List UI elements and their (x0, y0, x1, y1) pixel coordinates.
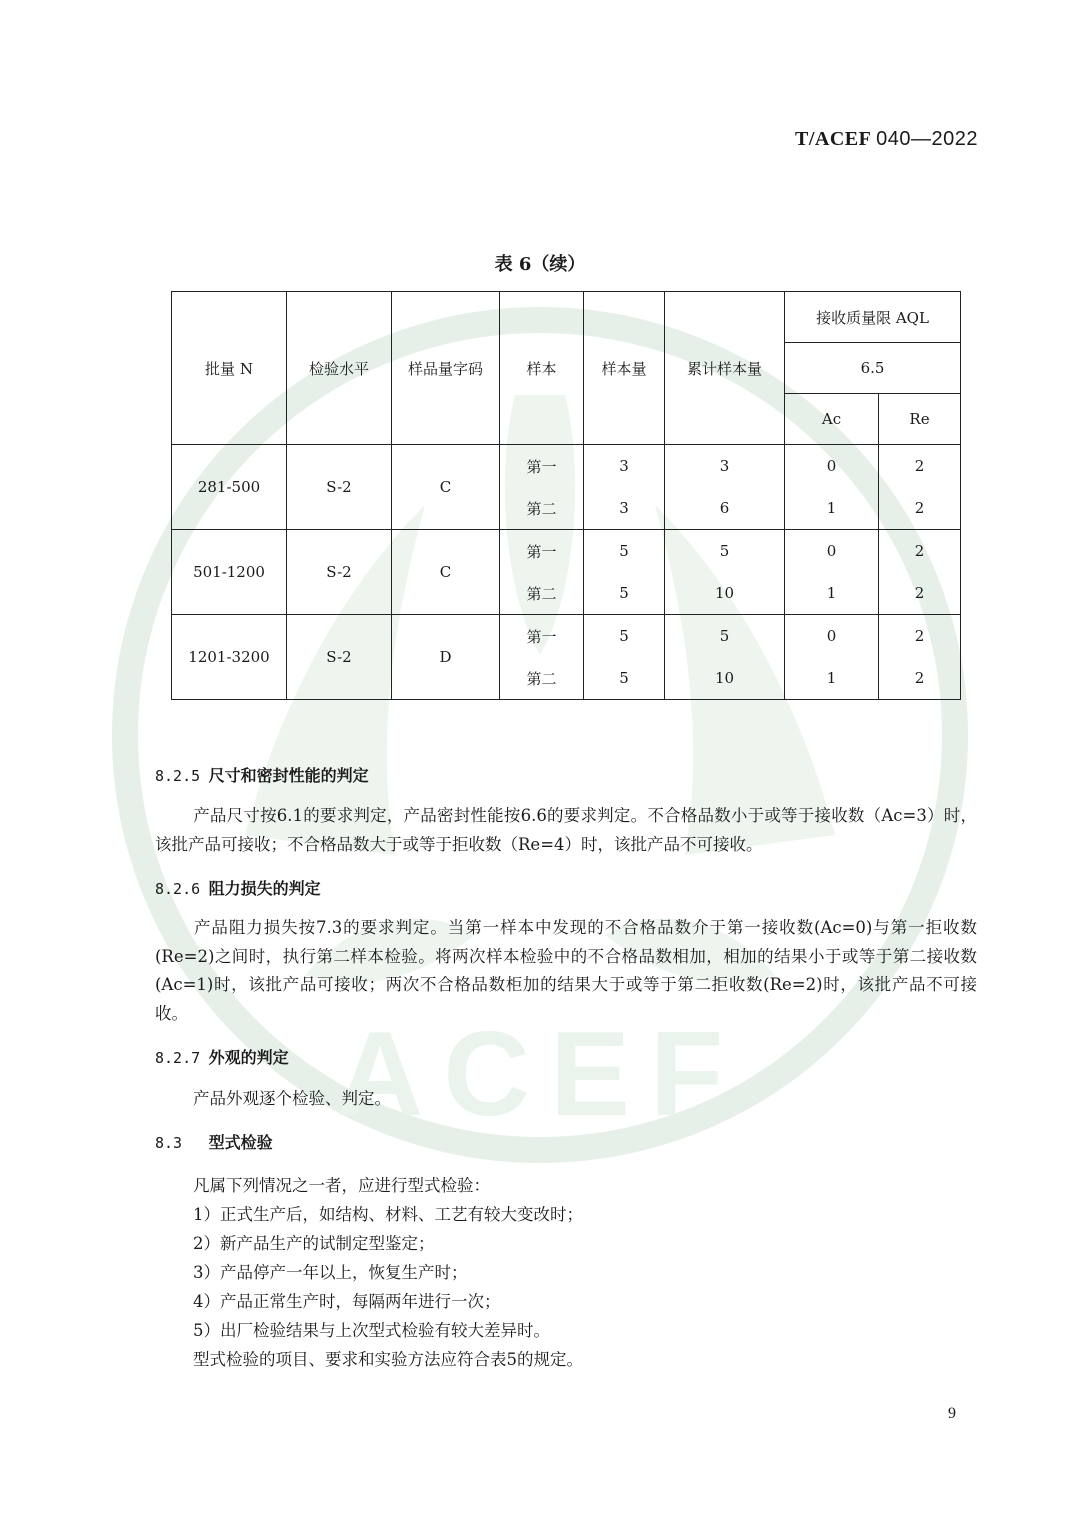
cell-code: C (392, 530, 500, 615)
cell-re: 2 (879, 487, 961, 530)
page-number: 9 (948, 1405, 956, 1422)
header-cumulative: 累计样本量 (665, 292, 785, 445)
section-title: 外观的判定 (208, 1048, 289, 1067)
doc-number: 040—2022 (876, 128, 978, 150)
section-body-8-2-5 (155, 802, 977, 859)
section-body-8-2-6 (155, 914, 977, 1028)
paragraph-text: 产品阻力损失按7.3的要求判定。当第一样本中发现的不合格品数介于第一接收数(Ac=0)与第一拒收数(Re=2)之间时，执行第二样本检验。将两次样本检验中的不合格品数相加，相加的结果小于或等于第二接收数(Ac=1)时，该批产品可接收；两次不合格品数柜加的结果大于或等于第二拒收数(Re=2)时，该批产品不可接收。 (155, 918, 977, 1023)
section-title: 型式检验 (208, 1133, 273, 1152)
section-heading-8-2-7 (155, 1045, 289, 1068)
cell-batch: 281-500 (172, 445, 287, 530)
list-item: 5）出厂检验结果与上次型式检验有较大差异时。 (193, 1321, 550, 1340)
cell-re: 2 (879, 445, 961, 488)
cell-cumulative: 5 (665, 615, 785, 658)
type-test-closing: 型式检验的项目、要求和实验方法应符合表5的规定。 (193, 1350, 583, 1369)
table-row (172, 615, 961, 658)
cell-size: 3 (584, 487, 665, 530)
cell-cumulative: 10 (665, 572, 785, 615)
cell-ac: 1 (785, 572, 879, 615)
watermark-text: ACEF (336, 1007, 744, 1141)
cell-batch: 501-1200 (172, 530, 287, 615)
header-ac: Ac (785, 394, 879, 445)
cell-sample: 第一 (500, 530, 584, 573)
header-level: 检验水平 (287, 292, 392, 445)
paragraph-text: 产品外观逐个检验、判定。 (193, 1089, 391, 1108)
cell-ac: 1 (785, 487, 879, 530)
section-body-8-2-7 (155, 1085, 977, 1114)
cell-re: 2 (879, 615, 961, 658)
section-heading-8-2-5 (155, 763, 369, 786)
header-size: 样本量 (584, 292, 665, 445)
cell-sample: 第一 (500, 615, 584, 658)
section-number: 8.2.7 (155, 1049, 201, 1067)
list-item: 4）产品正常生产时，每隔两年进行一次； (193, 1292, 501, 1311)
section-number: 8.2.6 (155, 880, 201, 898)
cell-ac: 0 (785, 445, 879, 488)
document-code (795, 128, 978, 151)
section-number: 8.2.5 (155, 767, 201, 785)
cell-re: 2 (879, 657, 961, 700)
cell-batch: 1201-3200 (172, 615, 287, 700)
table-caption: 表 6（续） (494, 254, 586, 275)
cell-sample: 第二 (500, 487, 584, 530)
cell-size: 5 (584, 657, 665, 700)
table-row (172, 445, 961, 488)
cell-code: C (392, 445, 500, 530)
cell-size: 5 (584, 615, 665, 658)
list-item: 2）新产品生产的试制定型鉴定； (193, 1234, 435, 1253)
cell-size: 5 (584, 572, 665, 615)
type-test-intro: 凡属下列情况之一者，应进行型式检验： (193, 1176, 490, 1195)
list-item: 1）正式生产后，如结构、材料、工艺有较大变改时； (193, 1205, 583, 1224)
cell-re: 2 (879, 530, 961, 573)
cell-ac: 0 (785, 530, 879, 573)
header-code: 样品量字码 (392, 292, 500, 445)
cell-cumulative: 3 (665, 445, 785, 488)
header-re: Re (879, 394, 961, 445)
cell-size: 5 (584, 530, 665, 573)
header-sample: 样本 (500, 292, 584, 445)
section-title: 尺寸和密封性能的判定 (208, 766, 369, 785)
paragraph-text: 产品尺寸按6.1的要求判定，产品密封性能按6.6的要求判定。不合格品数小于或等于接收数（Ac=3）时，该批产品可接收；不合格品数大于或等于拒收数（Re=4）时，该批产品不可接收。 (155, 806, 977, 854)
section-heading-8-3 (155, 1130, 273, 1153)
sampling-table (171, 291, 961, 700)
header-batch: 批量 N (172, 292, 287, 445)
header-aql-value: 6.5 (785, 343, 961, 394)
doc-prefix: T/ACEF (795, 128, 871, 150)
cell-re: 2 (879, 572, 961, 615)
cell-level: S-2 (287, 530, 392, 615)
cell-sample: 第二 (500, 572, 584, 615)
cell-cumulative: 5 (665, 530, 785, 573)
section-heading-8-2-6 (155, 876, 321, 899)
header-aql: 接收质量限 AQL (785, 292, 961, 343)
cell-cumulative: 6 (665, 487, 785, 530)
cell-cumulative: 10 (665, 657, 785, 700)
section-number: 8.3 (155, 1134, 183, 1152)
cell-level: S-2 (287, 615, 392, 700)
cell-size: 3 (584, 445, 665, 488)
cell-ac: 0 (785, 615, 879, 658)
table-row (172, 530, 961, 573)
cell-level: S-2 (287, 445, 392, 530)
cell-sample: 第二 (500, 657, 584, 700)
cell-ac: 1 (785, 657, 879, 700)
cell-sample: 第一 (500, 445, 584, 488)
section-title: 阻力损失的判定 (208, 879, 321, 898)
cell-code: D (392, 615, 500, 700)
list-item: 3）产品停产一年以上，恢复生产时； (193, 1263, 468, 1282)
